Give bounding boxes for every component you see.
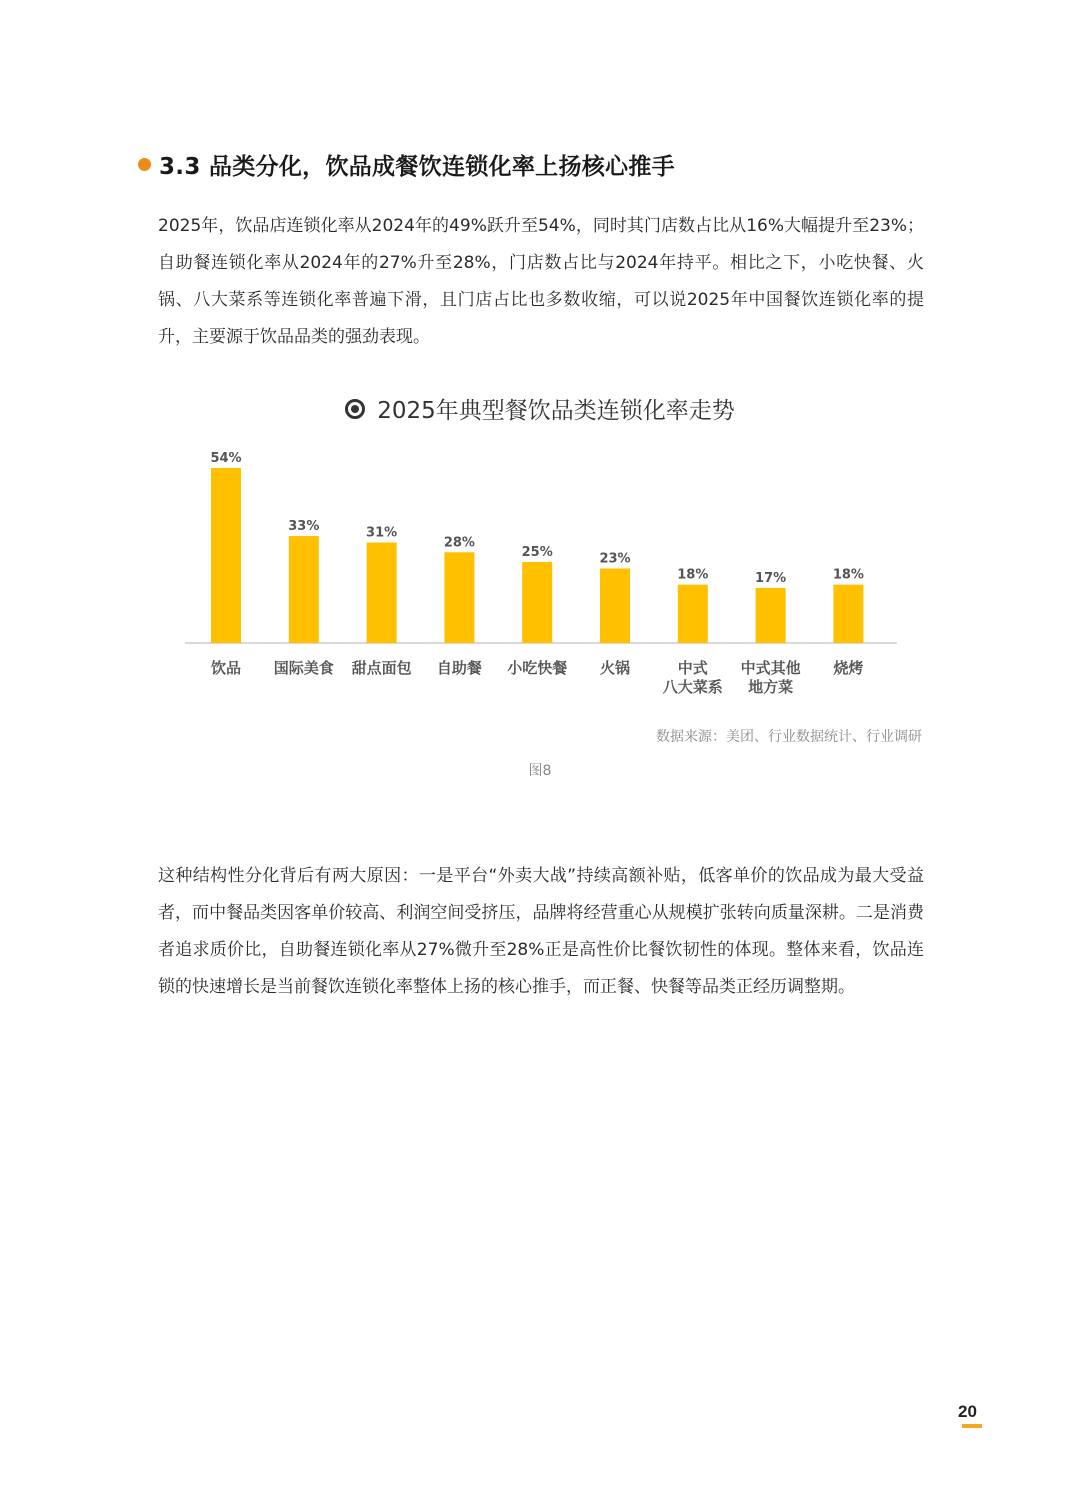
category-label: 八大菜系 (662, 678, 723, 696)
intro-paragraph: 2025年，饮品店连锁化率从2024年的49%跃升至54%，同时其门店数占比从16%大幅提升至23%；自助餐连锁化率从2024年的27%升至28%，门店数占比与2024年持平。相比之下，小吃快餐、火锅、八大菜系等连锁化率普遍下滑，且门店占比也多数收缩，可以说2025年中国餐饮连锁化率的提升，主要源于饮品品类的强劲表现。 (158, 216, 924, 347)
data-label: 18% (677, 567, 709, 583)
category-label: 地方菜 (748, 678, 794, 696)
data-label: 18% (832, 567, 864, 583)
data-label: 25% (521, 544, 553, 560)
category-label: 火锅 (599, 659, 631, 677)
data-label: 54% (210, 451, 242, 466)
bar (211, 468, 241, 643)
data-label: 28% (443, 535, 475, 551)
bar (289, 536, 319, 643)
page-number-underline (962, 1424, 982, 1428)
data-label: 31% (366, 525, 398, 541)
bar (600, 568, 630, 643)
analysis-paragraph: 这种结构性分化背后有两大原因：一是平台“外卖大战”持续高额补贴，低客单价的饮品成为最大受益者，而中餐品类因客单价较高、利润空间受挤压，品牌将经营重心从规模扩张转向质量深耕。二是消费者追求质价比，自助餐连锁化率从27%微升至28%正是高性价比餐饮韧性的体现。整体来看，饮品连锁的快速增长是当前餐饮连锁化率整体上扬的核心推手，而正餐、快餐等品类正经历调整期。 (158, 866, 924, 997)
bar (522, 562, 552, 643)
category-label: 饮品 (210, 659, 242, 677)
bar (756, 588, 786, 643)
figure-caption: 图8 (528, 763, 552, 779)
page-number: 20 (958, 1402, 977, 1421)
data-label: 23% (599, 551, 631, 567)
category-label: 甜点面包 (351, 659, 412, 677)
category-label: 国际美食 (273, 659, 334, 677)
category-label: 自助餐 (436, 659, 482, 677)
category-label: 烧烤 (833, 659, 864, 677)
category-label: 中式其他 (740, 659, 801, 677)
category-label: 小吃快餐 (507, 659, 568, 677)
data-label: 33% (288, 519, 320, 535)
category-label: 中式 (677, 659, 708, 677)
section-title: 3.3 品类分化，饮品成餐饮连锁化率上扬核心推手 (159, 154, 675, 180)
data-label: 17% (755, 570, 787, 586)
bar (444, 552, 474, 643)
data-source: 数据来源：美团、行业数据统计、行业调研 (656, 729, 922, 745)
bar-chart (0, 0, 1080, 720)
bar (833, 585, 863, 643)
bar (367, 543, 397, 643)
chart-title: 2025年典型餐饮品类连锁化率走势 (377, 398, 735, 424)
bar (678, 585, 708, 643)
